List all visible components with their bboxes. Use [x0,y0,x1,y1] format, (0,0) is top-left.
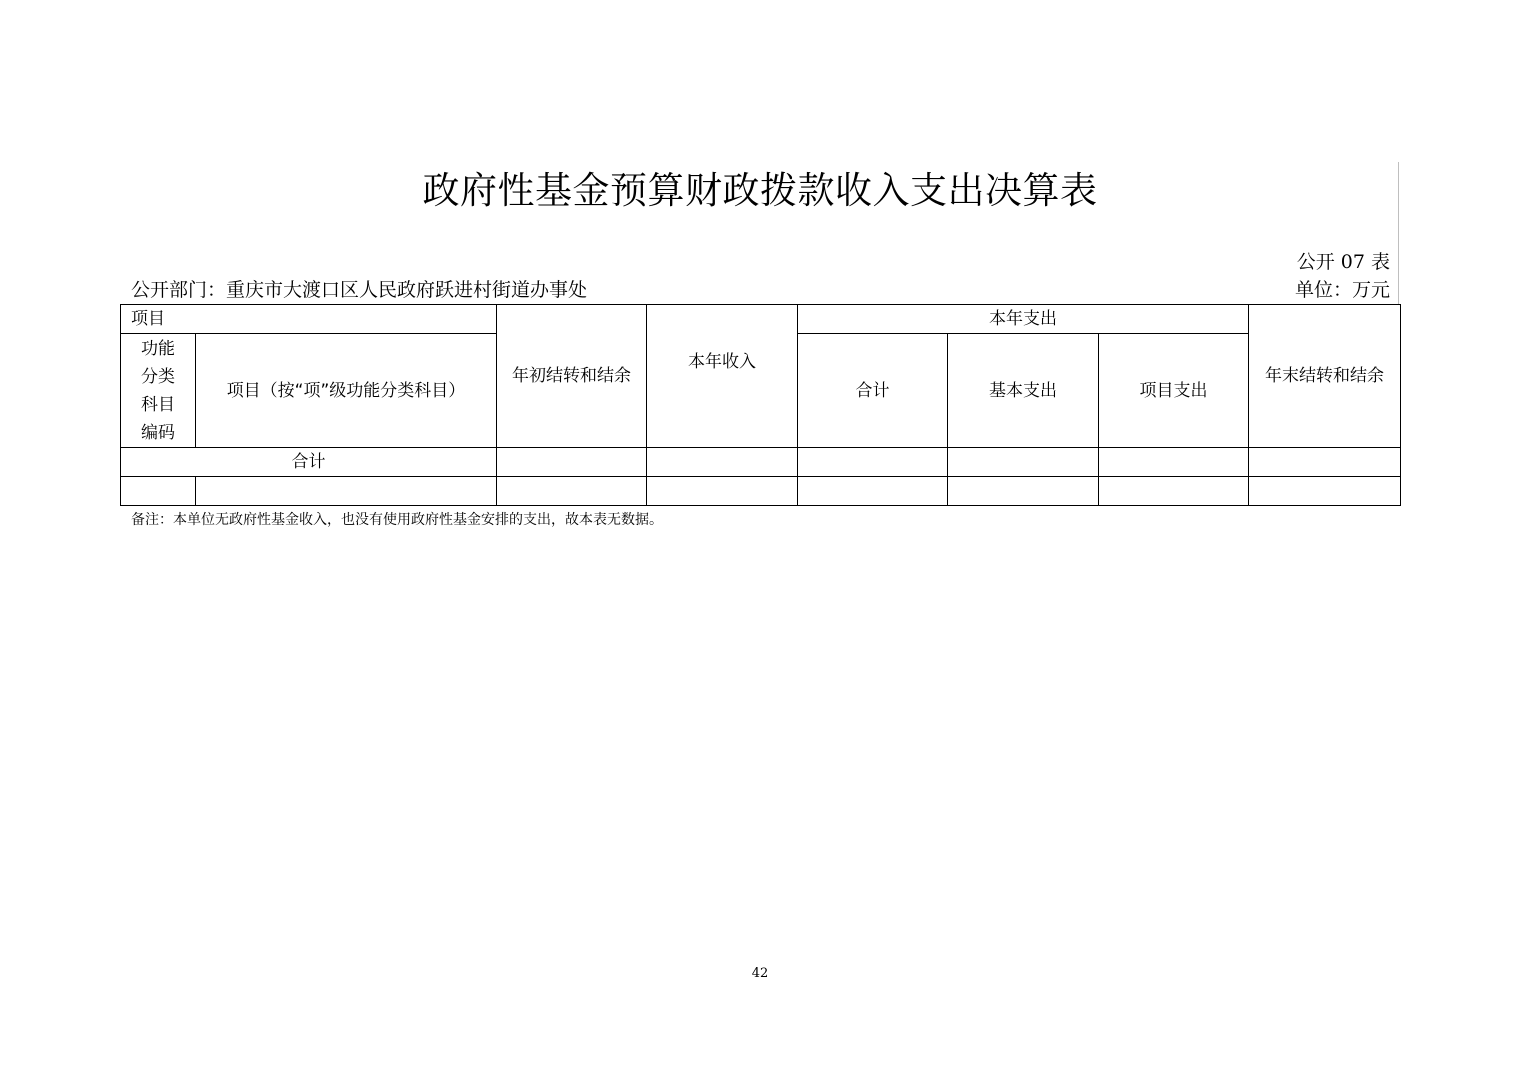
header-project-expense: 项目支出 [1099,334,1249,448]
header-basic-expense: 基本支出 [948,334,1099,448]
form-number: 公开 07 表 [1296,251,1390,273]
header-row-1 [121,305,1401,334]
cell-basic-expense [948,477,1099,506]
header-current-expense: 本年支出 [798,305,1249,334]
header-func-code [121,334,196,448]
header-func-code-text: 功能分类科目编码 [141,338,175,443]
total-current-income [647,448,798,477]
header-expense-total: 合计 [798,334,948,448]
header-closing-balance-text: 年末结转和结余 [1265,366,1384,386]
table-note: 备注：本单位无政府性基金收入，也没有使用政府性基金安排的支出，故本表无数据。 [131,512,663,528]
cell-opening-balance [497,477,647,506]
total-label: 合计 [121,448,497,477]
header-item-name: 项目（按“项”级功能分类科目） [196,334,497,448]
table-row [121,477,1401,506]
total-row [121,448,1401,477]
unit-label: 单位：万元 [1294,279,1390,301]
total-closing-balance [1249,448,1401,477]
cell-item-name [196,477,497,506]
header-closing-balance [1249,305,1401,448]
total-expense-total [798,448,948,477]
header-current-income [647,305,798,448]
total-opening-balance [497,448,647,477]
total-project-expense [1099,448,1249,477]
total-basic-expense [948,448,1099,477]
budget-table [120,304,1401,506]
cell-expense-total [798,477,948,506]
header-opening-balance-text: 年初结转和结余 [512,366,631,386]
page-title: 政府性基金预算财政拨款收入支出决算表 [422,169,1098,212]
cell-current-income [647,477,798,506]
cell-closing-balance [1249,477,1401,506]
header-item: 项目 [121,305,497,334]
cell-project-expense [1099,477,1249,506]
page-number: 42 [751,966,769,981]
cell-func-code [121,477,196,506]
header-opening-balance [497,305,647,448]
header-current-income-text: 本年收入 [688,352,756,372]
department-label: 公开部门：重庆市大渡口区人民政府跃进村街道办事处 [131,279,588,301]
